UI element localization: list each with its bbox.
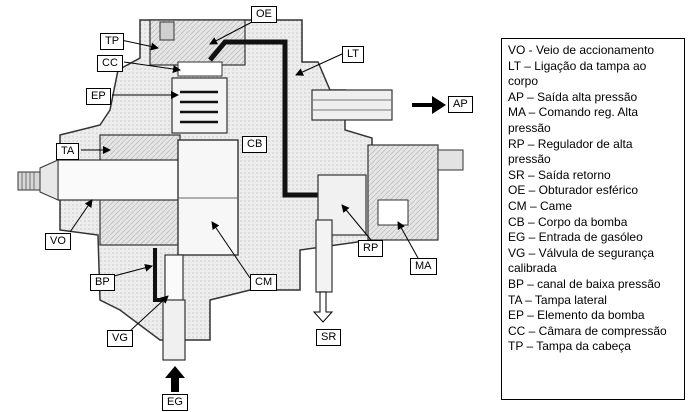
legend-item: CC – Câmara de compressão (508, 323, 667, 338)
shaft-taper (40, 160, 58, 200)
callout-ap: AP (448, 96, 473, 113)
ap-outlet (312, 90, 392, 120)
legend-item: MA – Comando reg. Alta pressão (508, 105, 639, 135)
callout-cc: CC (97, 55, 123, 72)
eg-arrow (165, 366, 185, 392)
legend-item: SR – Saída retorno (508, 167, 611, 182)
callout-lt: LT (342, 46, 364, 63)
legend-item: EP – Elemento da bomba (508, 308, 645, 323)
legend-item: EG – Entrada de gasóleo (508, 230, 643, 245)
legend-item: OE – Obturador esférico (508, 183, 639, 198)
callout-ep: EP (86, 88, 111, 105)
callout-ta: TA (56, 143, 79, 160)
callout-tp: TP (100, 33, 124, 50)
legend-item: CB – Corpo da bomba (508, 214, 628, 229)
legend-item: TA – Tampa lateral (508, 292, 607, 307)
legend (501, 38, 685, 400)
fuel-inlet (163, 300, 185, 360)
legend-item: LT – Ligação da tampa ao corpo (508, 58, 647, 89)
pump-element (172, 78, 227, 133)
compression-chamber (178, 62, 222, 76)
legend-item: RP – Regulador de alta pressão (508, 136, 633, 167)
legend-item: CM – Came (508, 198, 573, 213)
callout-rp: RP (358, 240, 383, 257)
callout-cm: CM (250, 274, 277, 291)
legend-item: AP – Saída alta pressão (508, 89, 638, 104)
callout-sr: SR (316, 329, 341, 346)
callout-vg: VG (107, 330, 133, 347)
callout-cb: CB (242, 136, 267, 153)
callout-oe: OE (251, 6, 277, 23)
callout-bp: BP (90, 274, 115, 291)
legend-item: VG – Válvula de segurança calibrada (508, 245, 655, 276)
callout-vo: VO (45, 233, 71, 250)
callout-eg: EG (162, 394, 188, 411)
legend-item: BP – canal de baixa pressão (508, 276, 661, 291)
legend-item: VO - Veio de accionamento (508, 43, 655, 57)
legend-item: TP – Tampa da cabeça (508, 339, 631, 354)
regulator-actuator (368, 145, 438, 240)
top-bolt (160, 22, 174, 40)
callout-ma: MA (410, 258, 437, 275)
shaft-spline (18, 172, 40, 190)
return-outlet (316, 220, 332, 292)
sr-arrow (314, 292, 332, 322)
ap-arrow (412, 96, 446, 114)
